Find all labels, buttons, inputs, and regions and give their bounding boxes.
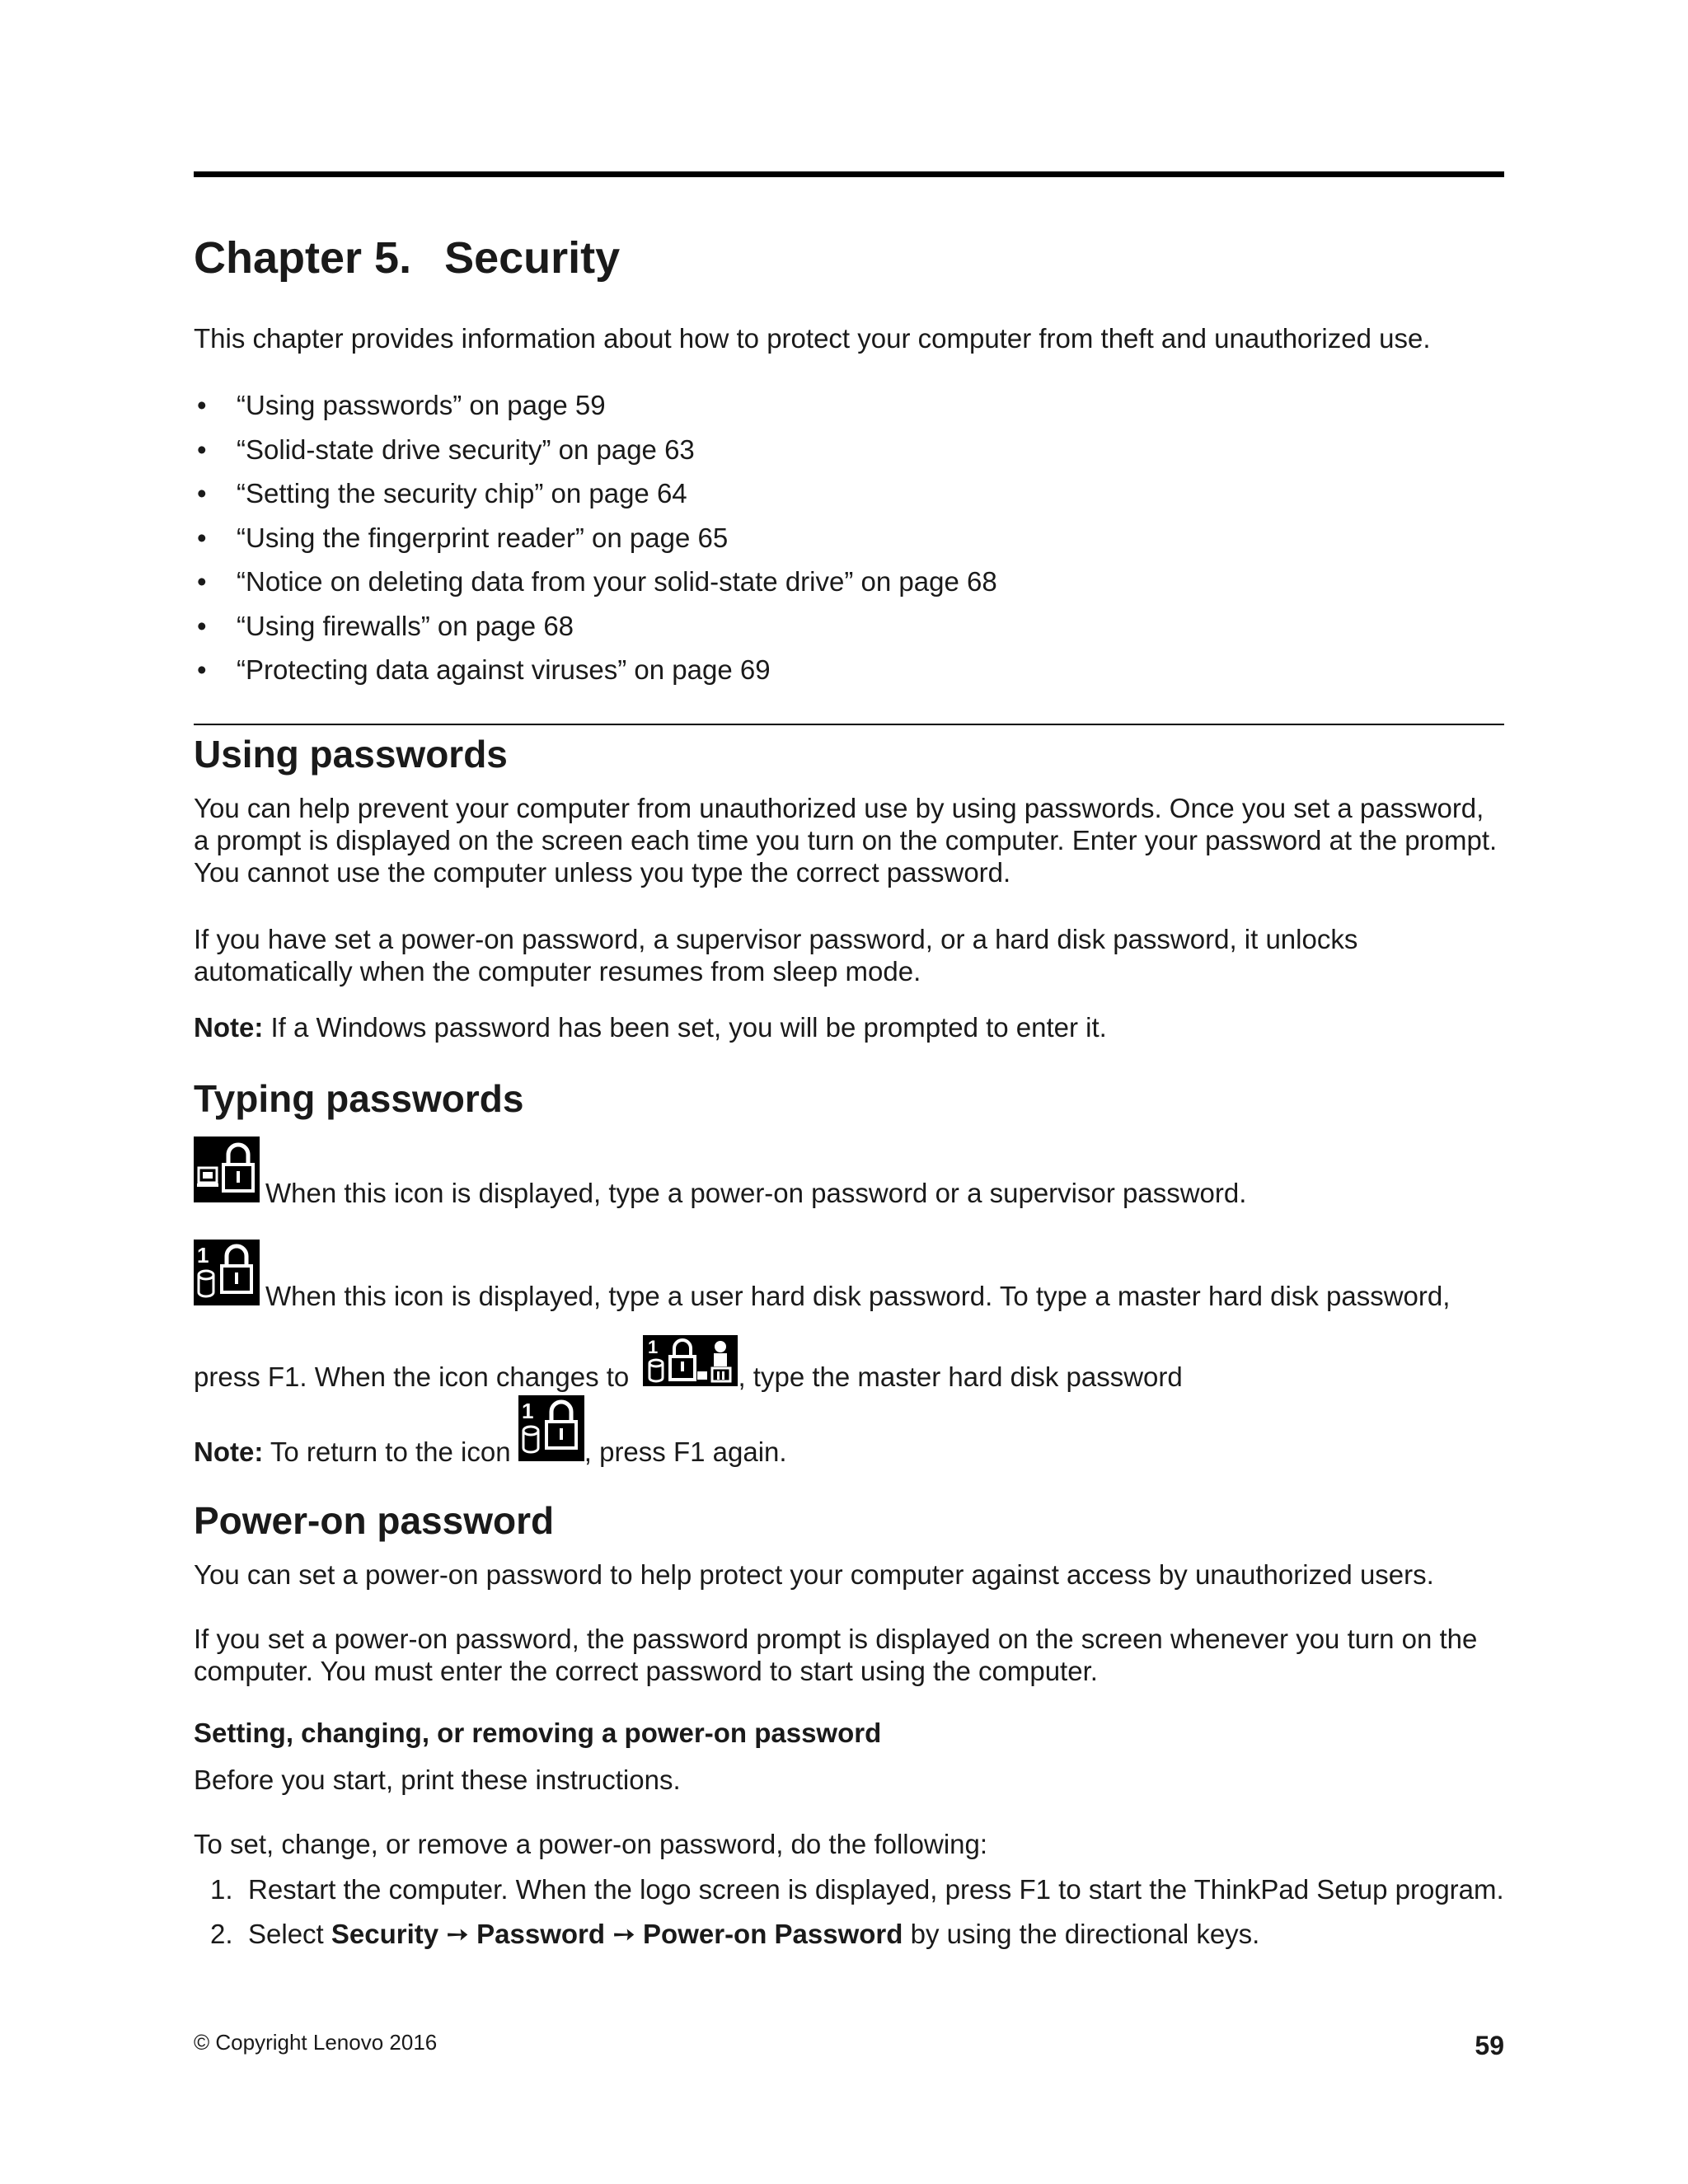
bullet: •: [197, 654, 207, 685]
note-label: Note:: [194, 1012, 264, 1043]
toc-link[interactable]: “Protecting data against viruses” on page 69: [237, 654, 771, 685]
toc-link[interactable]: “Setting the security chip” on page 64: [237, 478, 687, 509]
typing-passwords-note: [194, 1395, 1512, 1468]
power-on-paragraph-4: To set, change, or remove a power-on password, do the following:: [194, 1829, 988, 1859]
text-line: automatically when the computer resumes from sleep mode.: [194, 956, 921, 987]
power-on-paragraph-3: Before you start, print these instructions.: [194, 1765, 681, 1795]
text-fragment: To return to the icon: [263, 1436, 518, 1467]
using-passwords-note: [194, 1011, 1512, 1043]
chapter-intro: This chapter provides information about how to protect your computer from theft and unauthorized use.: [194, 323, 1431, 354]
chapter-title: [194, 232, 620, 284]
menu-path-security: Security: [331, 1918, 439, 1949]
svg-text:1: 1: [648, 1337, 659, 1357]
steps-list: [194, 1872, 1504, 1960]
icon2-description-line2: [194, 1335, 1512, 1393]
bullet: •: [197, 478, 207, 509]
footer-copyright: © Copyright Lenovo 2016: [194, 2030, 438, 2055]
text-line: computer. You must enter the correct password to start using the computer.: [194, 1656, 1098, 1686]
chapter-name: Security: [444, 233, 621, 283]
text-fragment: Select: [248, 1918, 331, 1949]
toc-link[interactable]: “Solid-state drive security” on page 63: [237, 434, 695, 465]
chapter-toc: [194, 387, 997, 696]
bullet: •: [197, 434, 207, 465]
step-number: 2.: [210, 1918, 233, 1949]
top-rule: [194, 171, 1504, 177]
text-fragment: , type the master hard disk password: [738, 1361, 1183, 1392]
power-on-lock-icon: [194, 1137, 260, 1207]
subheading-setting-power-on-password: Setting, changing, or removing a power-on password: [194, 1718, 882, 1748]
toc-item[interactable]: [194, 432, 997, 476]
bullet: •: [197, 390, 207, 420]
user-hdd-lock-icon: [518, 1395, 584, 1468]
step-number: 1.: [210, 1874, 233, 1905]
toc-link[interactable]: “Notice on deleting data from your solid-state drive” on page 68: [237, 566, 997, 597]
section-heading-typing-passwords: Typing passwords: [194, 1077, 524, 1120]
text-line: You cannot use the computer unless you type the correct password.: [194, 857, 1011, 888]
step-text: [248, 1919, 1259, 1949]
toc-link[interactable]: “Using the fingerprint reader” on page 65: [237, 522, 729, 553]
text-line: You can help prevent your computer from unauthorized use by using passwords. Once you set a password,: [194, 793, 1484, 823]
arrow-icon: ➙: [438, 1918, 477, 1949]
menu-path-password: Password: [476, 1918, 606, 1949]
using-passwords-paragraph-1: [194, 792, 1512, 888]
arrow-icon: ➙: [605, 1918, 644, 1949]
text-line: If you set a power-on password, the password prompt is displayed on the screen whenever you turn on the: [194, 1624, 1478, 1654]
text-line: If you have set a power-on password, a supervisor password, or a hard disk password, it unlocks: [194, 924, 1358, 954]
icon1-description: When this icon is displayed, type a power-on password or a supervisor password.: [265, 1178, 1247, 1208]
manual-page: [194, 0, 1504, 2184]
toc-item[interactable]: [194, 476, 997, 520]
section-rule: [194, 724, 1504, 725]
toc-item[interactable]: [194, 564, 997, 608]
step-text: Restart the computer. When the logo screen is displayed, press F1 to start the ThinkPad Setup program.: [248, 1874, 1504, 1905]
menu-path-power-on-password: Power-on Password: [643, 1918, 903, 1949]
bullet: •: [197, 522, 207, 553]
section-heading-using-passwords: Using passwords: [194, 733, 508, 776]
step-item: [194, 1872, 1504, 1916]
icon2-description: When this icon is displayed, type a user hard disk password. To type a master hard disk password,: [265, 1281, 1451, 1311]
toc-item[interactable]: [194, 652, 997, 696]
section-heading-power-on-password: Power-on password: [194, 1499, 555, 1542]
svg-text:1: 1: [197, 1243, 209, 1268]
step-item: [194, 1916, 1504, 1961]
toc-link[interactable]: “Using firewalls” on page 68: [237, 610, 574, 641]
power-on-paragraph-1: You can set a power-on password to help protect your computer against access by unauthorized users.: [194, 1559, 1434, 1590]
svg-text:1: 1: [521, 1399, 534, 1423]
user-hdd-lock-icon: [194, 1240, 260, 1310]
bullet: •: [197, 610, 207, 641]
text-fragment: , press F1 again.: [584, 1436, 787, 1467]
note-label: Note:: [194, 1436, 264, 1467]
bullet: •: [197, 566, 207, 597]
using-passwords-paragraph-2: [194, 923, 1512, 987]
toc-item[interactable]: [194, 608, 997, 653]
toc-item[interactable]: [194, 387, 997, 432]
master-hdd-lock-icon: [643, 1335, 738, 1393]
text-fragment: press F1. When the icon changes to: [194, 1361, 637, 1392]
chapter-number: Chapter 5.: [194, 233, 412, 283]
toc-item[interactable]: [194, 520, 997, 565]
power-on-paragraph-2: [194, 1623, 1512, 1687]
toc-link[interactable]: “Using passwords” on page 59: [237, 390, 606, 420]
page-number: 59: [1475, 2031, 1504, 2060]
note-text: If a Windows password has been set, you will be prompted to enter it.: [263, 1012, 1107, 1043]
text-fragment: by using the directional keys.: [903, 1918, 1260, 1949]
text-line: a prompt is displayed on the screen each time you turn on the computer. Enter your password at the prompt.: [194, 825, 1498, 855]
